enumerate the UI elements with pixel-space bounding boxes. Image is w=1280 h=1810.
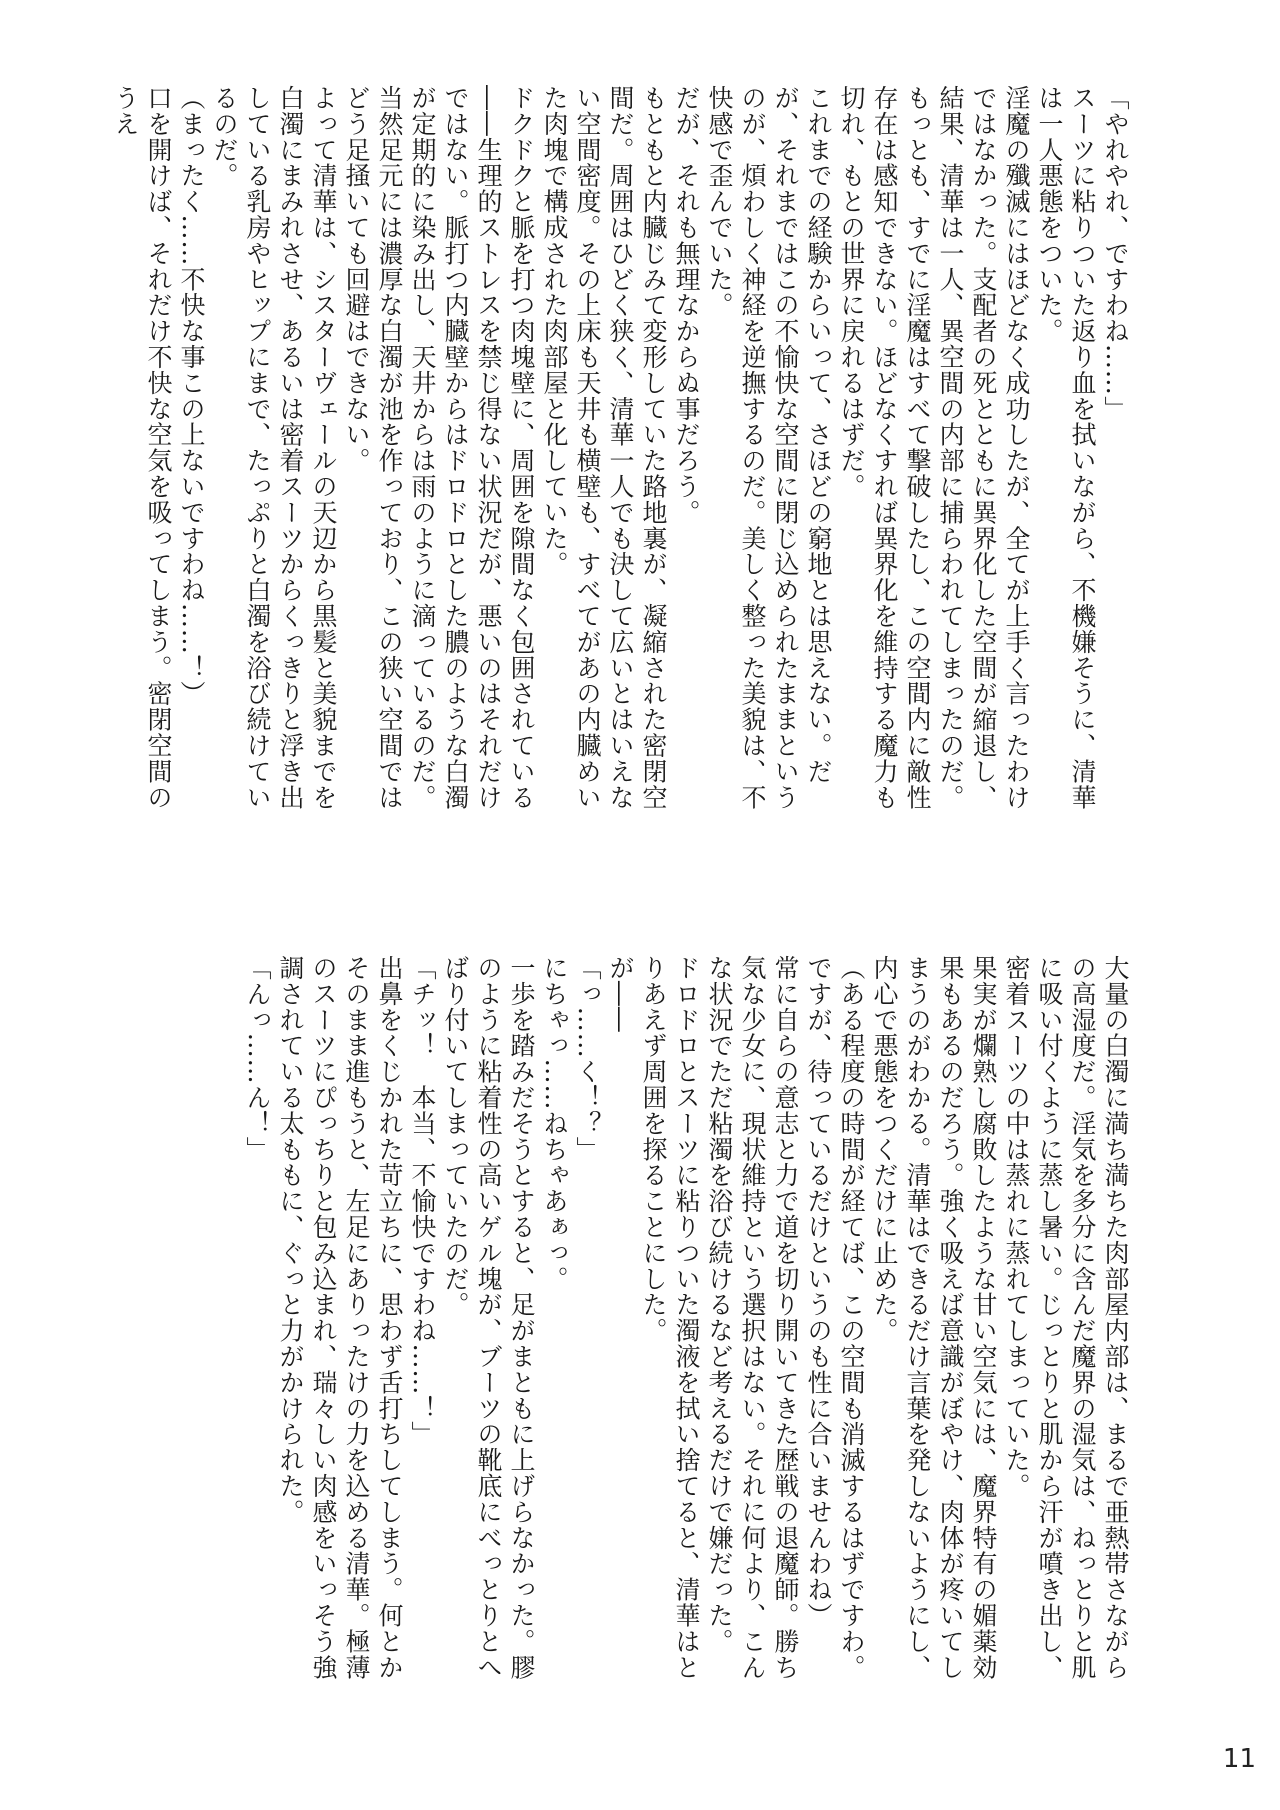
paragraph: 口を開けば、それだけ不快な空気を吸ってしまう。密閉空間のうえ: [111, 85, 173, 811]
paragraph: スーツに粘りついた返り血を拭いながら、不機嫌そうに、清華は一人悪態をついた。: [1035, 85, 1097, 811]
paragraph: （まったく……不快な事この上ないですわね……！）: [177, 85, 206, 707]
paragraph: ドクドクと脈を打つ肉塊壁に、周囲を隙間なく包囲されている――生理的ストレスを禁じ得ない状況だが、悪いのはそれだけではない。脈打つ内臓壁からはドロドロとした膿のような白濁が定期的に染み出し、天井からは雨のように滴っているのだ。当然足元には濃厚な白濁が池を作っており、この狭い空間ではどう足掻いても回避はできない。: [342, 85, 536, 811]
paragraph: もっとも、すでに淫魔はすべて撃破したし、この空間内に敵性存在は感知できない。ほどなくすれば異界化を維持する魔力も切れ、もとの世界に戻れるはずだ。: [837, 85, 932, 811]
paragraph: 一歩を踏みだそうとすると、足がまともに上げらなかった。膠のように粘着性の高いゲル塊が、ブーツの靴底にべっとりとへばり付いてしまっていたのだ。: [441, 955, 536, 1681]
paragraph: ドロドロとスーツに粘りついた濁液を拭い捨てると、清華はとりあえず周囲を探ることにした。: [639, 955, 701, 1681]
paragraph: 果実が爛熟し腐敗したような甘い空気には、魔界特有の媚薬効果もあるのだろう。強く吸えば意識がぼやけ、肉体が疼いてしまうのがわかる。清華はできるだけ言葉を発しないようにし、内心で悪態をつくだけに止めた。: [870, 955, 998, 1681]
paragraph: 出鼻をくじかれた苛立ちに、思わず舌打ちしてしまう。何とかそのまま進もうと、左足にありったけの力を込める清華。極薄のスーツにぴっちりと包み込まれ、瑞々しい肉感をいっそう強調されている太ももに、ぐっと力がかけられた。: [276, 955, 404, 1681]
paragraph: （ある程度の時間が経てば、この空間も消滅するはずですわ。ですが、待っているだけというのも性に合いませんわね）: [804, 955, 866, 1681]
page-number: 11: [1222, 1744, 1256, 1774]
lower-text-block: [243, 955, 1132, 1700]
paragraph: が――: [606, 955, 635, 1033]
paragraph: 「チッ！ 本当、不愉快ですわね……！」: [408, 955, 437, 1448]
paragraph: 「んっ……ん！」: [243, 955, 272, 1163]
paragraph: 大量の白濁に満ち満ちた肉部屋内部は、まるで亜熱帯さながらの高湿度だ。淫気を多分に含んだ魔界の湿気は、ねっとりと肌に吸い付くように蒸し暑い。じっとりと肌から汗が噴き出し、密着スーツの中は蒸れに蒸れてしまっていた。: [1002, 955, 1130, 1681]
paragraph: 「やれやれ、ですわね……」: [1101, 85, 1130, 422]
upper-text-block: [111, 85, 1132, 830]
paragraph: にちゃっ……ねちゃあぁっ。: [540, 955, 569, 1292]
paragraph: 「っ……く！？」: [573, 955, 602, 1163]
paragraph: これまでの経験からいって、さほどの窮地とは思えない。だが、それまではこの不愉快な空間に閉じ込められたままというのが、煩わしく神経を逆撫するのだ。美しく整った美貌は、不快感で歪んでいた。: [705, 85, 833, 811]
paragraph: よって清華は、シスターヴェールの天辺から黒髪と美貌までを白濁にまみれさせ、あるいは密着スーツからくっきりと浮き出している乳房やヒップにまで、たっぷりと白濁を浴び続けているのだ。: [210, 85, 338, 811]
paragraph: 常に自らの意志と力で道を切り開いてきた歴戦の退魔師。勝ち気な少女に、現状維持という選択はない。それに何より、こんな状況でただ粘濁を浴び続けるなど考えるだけで嫌だった。: [705, 955, 800, 1681]
paragraph: 淫魔の殲滅にはほどなく成功したが、全てが上手く言ったわけではなかった。支配者の死とともに異界化した空間が縮退し、結果、清華は一人、異空間の内部に捕らわれてしまったのだ。: [936, 85, 1031, 811]
paragraph: もともと内臓じみて変形していた路地裏が、凝縮された密閉空間だ。周囲はひどく狭く、清華一人でも決して広いとはいえない空間密度。その上床も天井も横壁も、すべてがあの内臓めいた肉塊で構成された肉部屋と化していた。: [540, 85, 668, 811]
paragraph: だが、それも無理なからぬ事だろう。: [672, 85, 701, 526]
